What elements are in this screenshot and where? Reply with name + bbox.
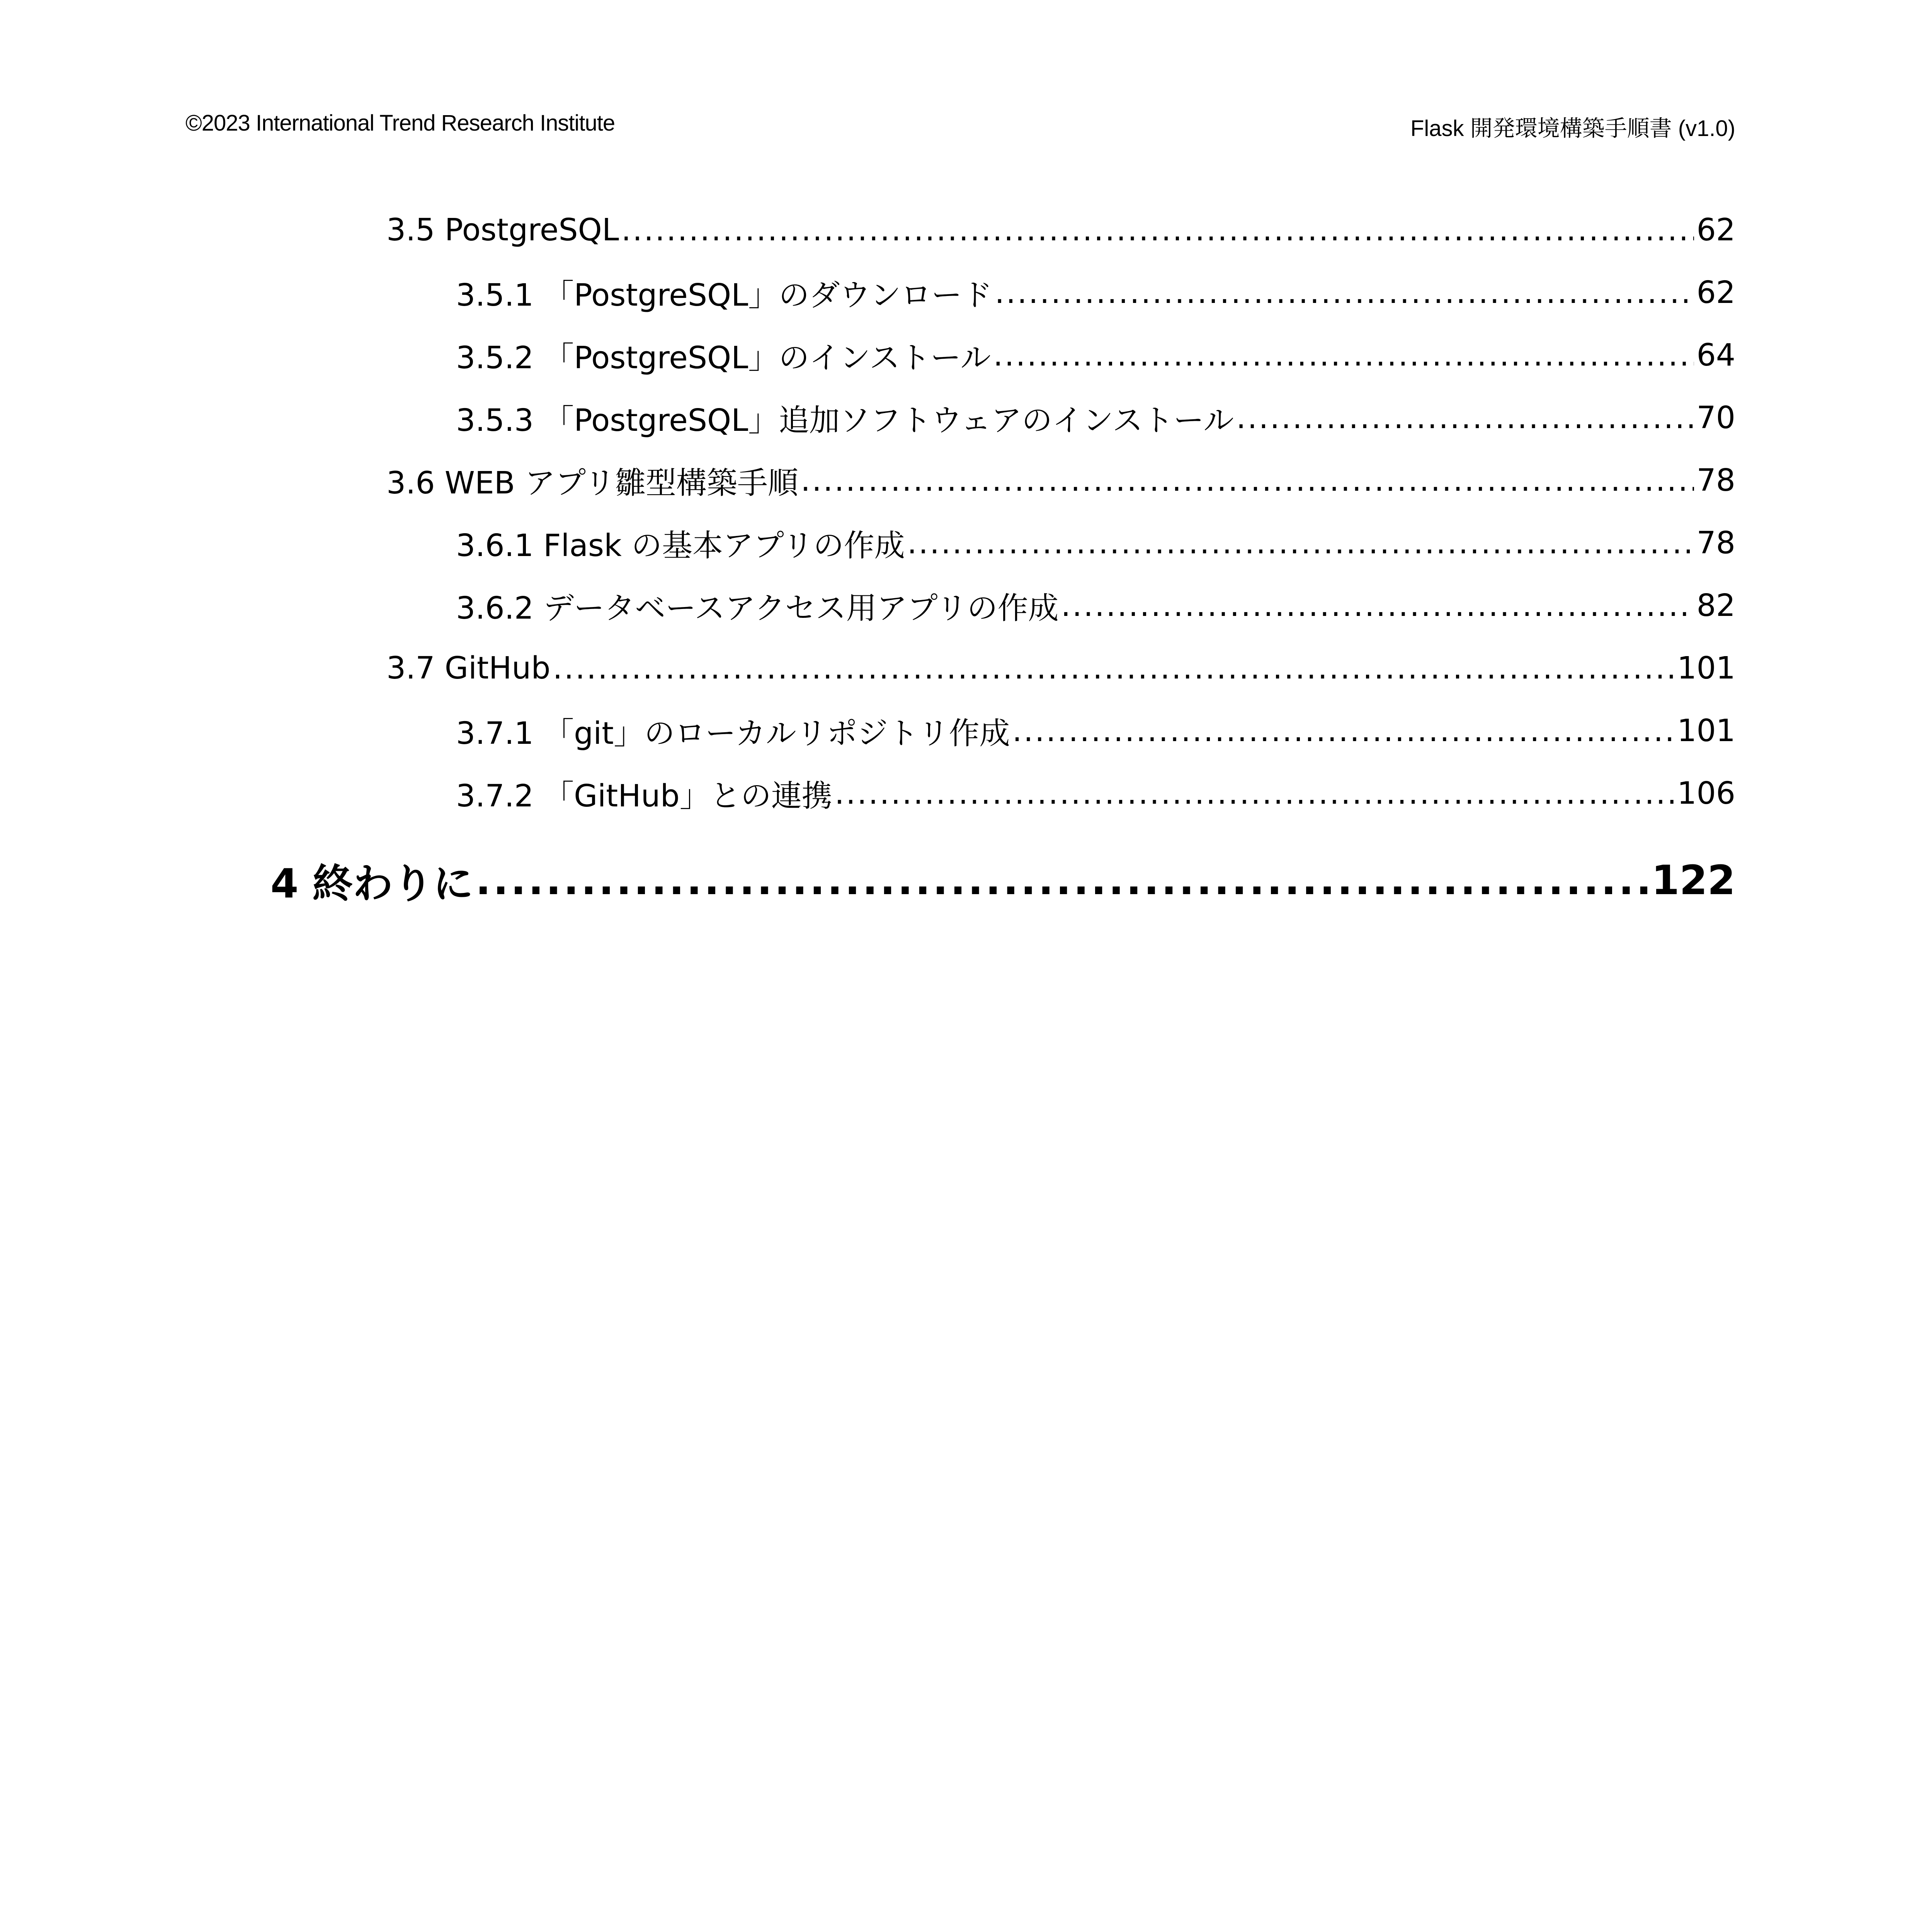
toc-entry-label: 3.5.2 「PostgreSQL」のインストール (456, 340, 991, 376)
toc-leader-dots (1061, 588, 1694, 623)
toc-entry-label: 3.5.3 「PostgreSQL」追加ソフトウェアのインストール (456, 403, 1234, 438)
toc-entry[interactable] (456, 398, 1735, 437)
toc-entry[interactable] (456, 774, 1735, 813)
toc-entry-page: 70 (1696, 400, 1735, 435)
toc-entry-page: 78 (1696, 525, 1735, 561)
toc-entry[interactable] (386, 211, 1735, 249)
toc-entry[interactable] (456, 336, 1735, 374)
toc-entry[interactable] (456, 524, 1735, 562)
toc-entry[interactable] (456, 711, 1735, 750)
toc-entry-label: 3.6.2 データベースアクセス用アプリの作成 (456, 590, 1059, 626)
toc-entry[interactable] (456, 273, 1735, 312)
toc-leader-dots (835, 776, 1675, 811)
toc-entry-label: 3.6.1 Flask の基本アプリの作成 (456, 528, 905, 563)
toc-entry-page: 62 (1696, 275, 1735, 310)
toc-leader-dots (993, 337, 1694, 373)
toc-entry[interactable] (456, 586, 1735, 625)
toc-leader-dots (801, 463, 1694, 498)
header-document-title: Flask 開発環境構築手順書 (v1.0) (1410, 116, 1735, 141)
toc-entry-label: 3.7 GitHub (386, 650, 551, 686)
toc-leader-dots (1236, 400, 1694, 435)
toc-entry-page: 64 (1696, 337, 1735, 373)
header-copyright: ©2023 International Trend Research Institute (185, 111, 615, 136)
toc-entry-label: 3.7.1 「git」のローカルリポジトリ作成 (456, 716, 1010, 751)
toc-entry[interactable] (386, 649, 1735, 687)
toc-leader-dots (1012, 713, 1675, 748)
toc-entry-label: 3.7.2 「GitHub」との連携 (456, 778, 832, 814)
toc-entry-page: 62 (1696, 212, 1735, 248)
toc-entry-label: 3.5.1 「PostgreSQL」のダウンロード (456, 277, 993, 313)
toc-entry-page: 101 (1677, 713, 1735, 748)
toc-entry-label: 3.6 WEB アプリ雛型構築手順 (386, 465, 798, 501)
toc-entry[interactable] (386, 461, 1735, 500)
toc-leader-dots (621, 212, 1694, 248)
toc-leader-dots (907, 525, 1694, 561)
toc-entry-page: 82 (1696, 588, 1735, 623)
toc-entry-page: 106 (1677, 776, 1735, 811)
toc-entry-page: 101 (1677, 650, 1735, 686)
toc-entry-label: 4 終わりに (270, 860, 473, 907)
toc-leader-dots (995, 275, 1694, 310)
toc-entry-page: 78 (1696, 463, 1735, 498)
toc-entry-page: 122 (1651, 857, 1735, 904)
toc-leader-dots (553, 650, 1675, 686)
toc-leader-dots (476, 857, 1649, 904)
toc-chapter-entry[interactable] (270, 855, 1735, 905)
toc-entry-label: 3.5 PostgreSQL (386, 212, 619, 248)
